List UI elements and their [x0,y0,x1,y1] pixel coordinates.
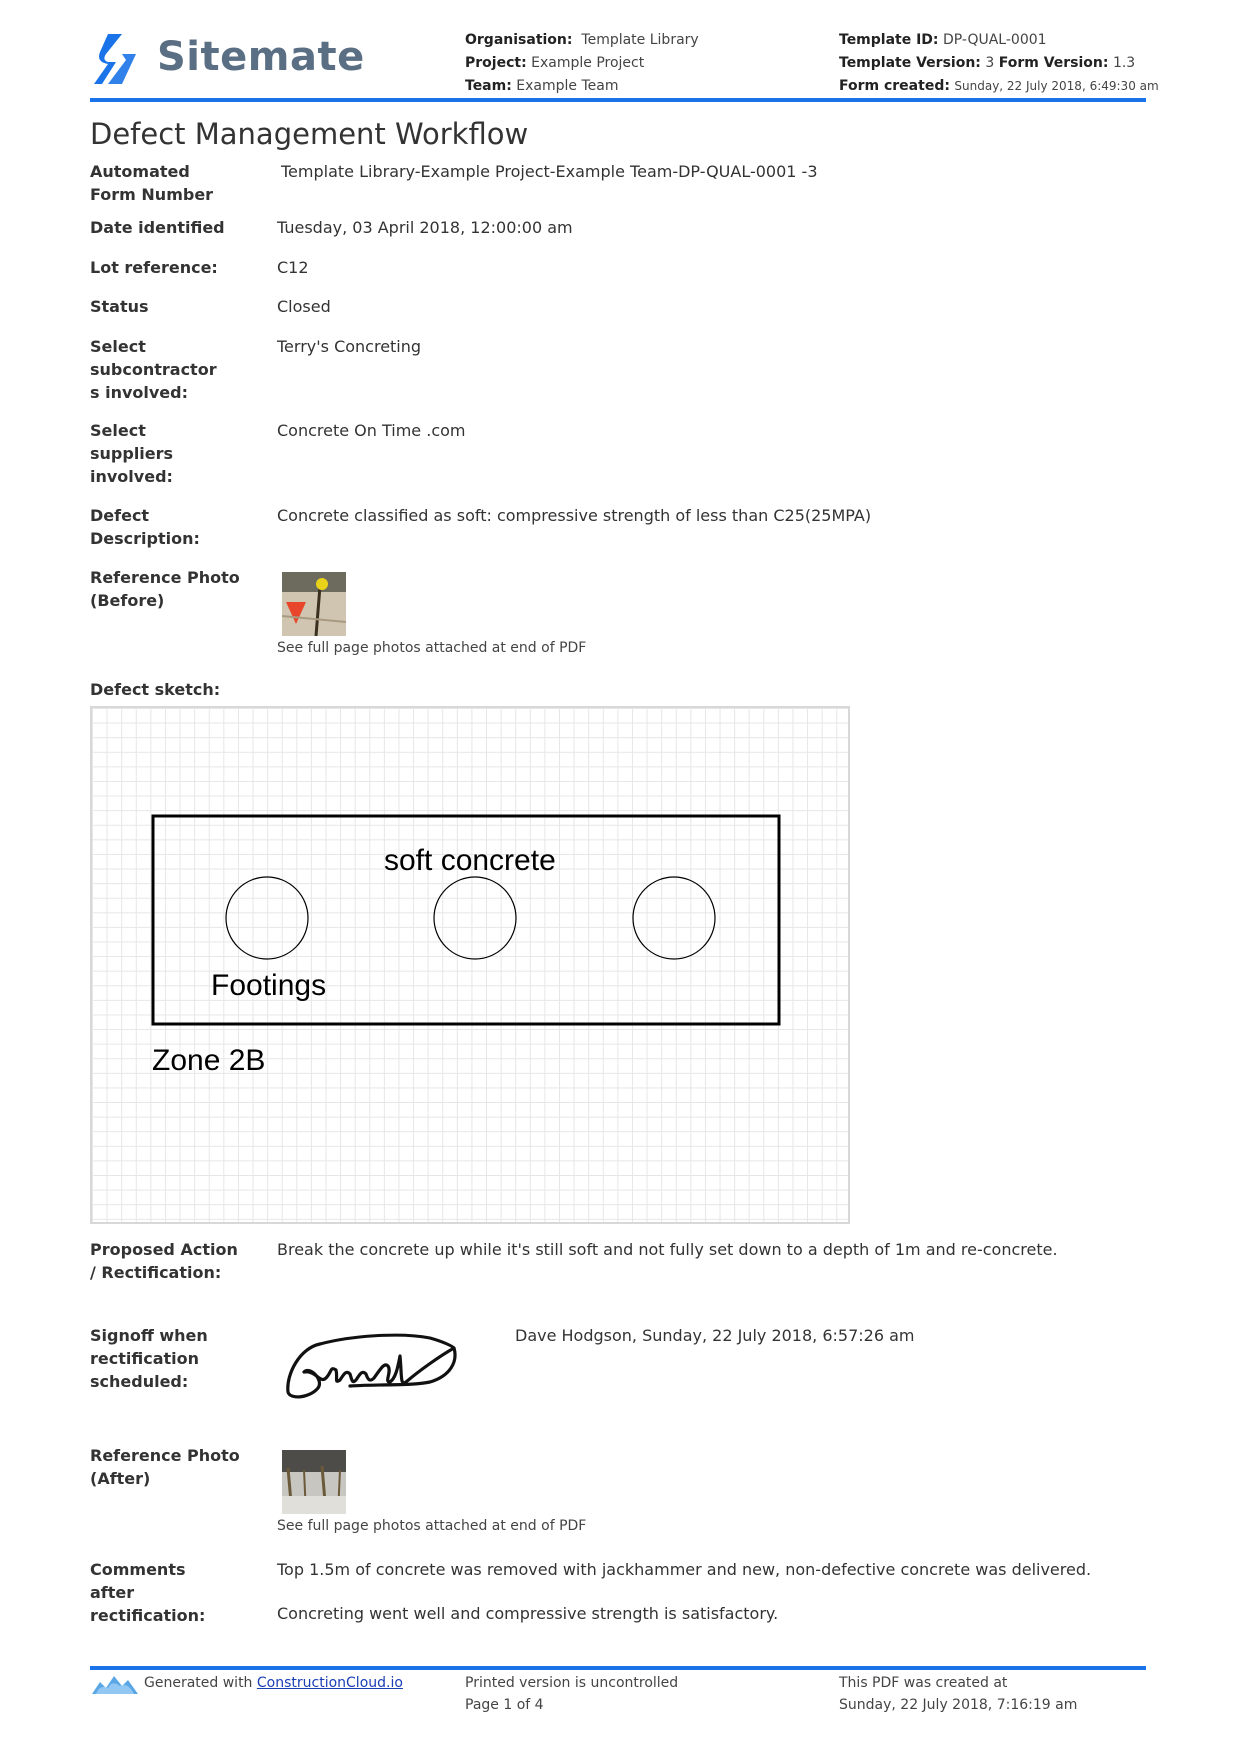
lot-reference-value: C12 [277,258,309,277]
sketch-footing-circle [633,877,715,959]
sitemate-logo-icon [92,30,138,88]
photo-before-thumbnail[interactable] [282,572,346,636]
sketch-footing-circle [434,877,516,959]
lot-reference-label: Lot reference: [90,258,218,277]
photo-after-thumbnail[interactable] [282,1450,346,1514]
page-title: Defect Management Workflow [90,117,529,151]
sketch-label-footings: Footings [211,969,327,1002]
defect-sketch-label: Defect sketch: [90,680,221,699]
defect-description-value: Concrete classified as soft: compressive strength of less than C25(25MPA) [277,506,872,525]
status-value: Closed [277,297,331,316]
header-org-info [465,29,699,98]
photo-after-note: See full page photos attached at end of PDF [277,1518,587,1534]
subcontractors-label: Select subcontractor s involved: [90,337,217,402]
footer-printed-note: Printed version is uncontrolled [465,1675,679,1691]
construction-cloud-link[interactable]: ConstructionCloud.io [256,1675,403,1691]
date-identified-value: Tuesday, 03 April 2018, 12:00:00 am [277,218,573,237]
comments-label: Comments after rectification: [90,1560,206,1625]
header-divider [90,98,1146,102]
brand-name: Sitemate [157,34,365,80]
header-template-id: Template ID: DP-QUAL-0001 [839,32,1047,48]
header-versions: Template Version: 3 Form Version: 1.3 [839,55,1136,71]
proposed-action-value: Break the concrete up while it's still soft and not fully set down to a depth of 1m and re-concrete. [277,1240,1058,1259]
header-form-created: Form created: Sunday, 22 July 2018, 6:49:30 am [839,78,1159,94]
defect-sketch-canvas [90,706,850,1224]
form-number-label: Automated Form Number [90,162,214,204]
footer-pdf-created [839,1672,1077,1716]
header-project: Project: Example Project [465,55,645,71]
footer-pdf-created-label: This PDF was created at [839,1675,1008,1691]
header-organisation: Organisation: Template Library [465,32,699,48]
form-number-value: Template Library-Example Project-Example Team-DP-QUAL-0001 -3 [281,162,818,181]
photo-after-label: Reference Photo (After) [90,1446,240,1488]
footer-pdf-created-value: Sunday, 22 July 2018, 7:16:19 am [839,1697,1078,1713]
footer-print-info [465,1672,678,1716]
footer-generated: Generated with ConstructionCloud.io [144,1675,403,1691]
signoff-label: Signoff when rectification scheduled: [90,1326,208,1391]
subcontractors-value: Terry's Concreting [277,337,422,356]
sketch-label-soft-concrete: soft concrete [384,844,556,877]
suppliers-label: Select suppliers involved: [90,421,174,486]
construction-cloud-icon [90,1674,140,1696]
sketch-label-zone: Zone 2B [152,1044,266,1077]
comments-line-2: Concreting went well and compressive strength is satisfactory. [277,1604,779,1623]
date-identified-label: Date identified [90,218,225,237]
signoff-value: Dave Hodgson, Sunday, 22 July 2018, 6:57:26 am [515,1326,915,1345]
sketch-footing-circle [226,877,308,959]
footer-page-number: Page 1 of 4 [465,1697,544,1713]
footer-divider [90,1666,1146,1670]
suppliers-value: Concrete On Time .com [277,421,466,440]
proposed-action-label: Proposed Action / Rectification: [90,1240,238,1282]
comments-line-1: Top 1.5m of concrete was removed with jackhammer and new, non-defective concrete was delivered. [277,1560,1092,1579]
header-template-info [839,29,1159,98]
photo-before-note: See full page photos attached at end of PDF [277,640,587,656]
defect-description-label: Defect Description: [90,506,200,548]
signature-image [280,1326,460,1406]
photo-before-label: Reference Photo (Before) [90,568,240,610]
status-label: Status [90,297,149,316]
header-team: Team: Example Team [465,78,619,94]
